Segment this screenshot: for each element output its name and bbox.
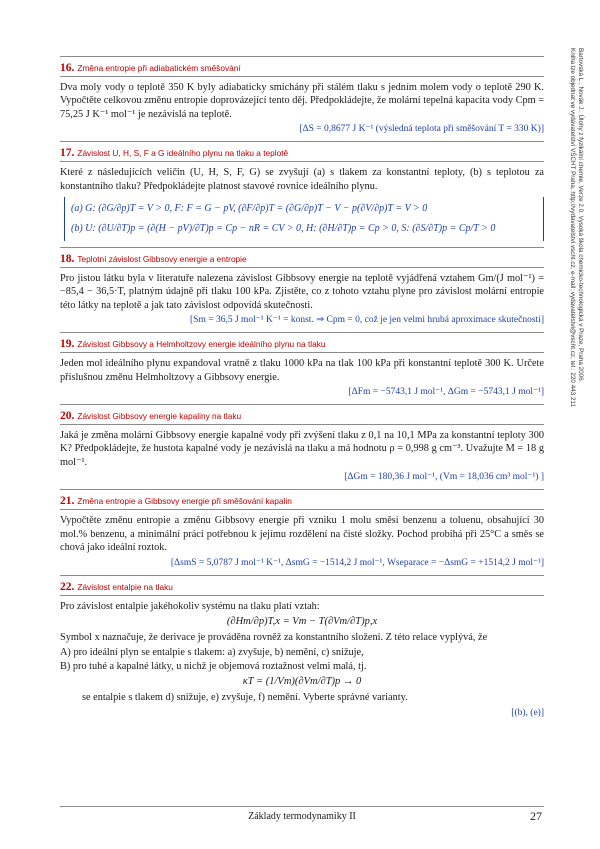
equation-b: (b) U: (∂U/∂T)p = (∂(H − pV)/∂T)p = Cp − nR = CV > 0, H: (∂H/∂T)p = Cp > 0, S: (∂S/∂T)p = Cp/T > 0 bbox=[71, 223, 496, 235]
answer-equations bbox=[64, 197, 544, 241]
problem-number: 21. bbox=[60, 495, 75, 508]
problem-answer: [ΔFm = −5743,1 J mol⁻¹, ΔGm = −5743,1 J mol⁻¹] bbox=[348, 387, 544, 398]
side-note bbox=[562, 48, 592, 638]
problem-number: 22. bbox=[60, 580, 75, 593]
problem-text: Jaká je změna molární Gibbsovy energie kapalné vody při zvýšení tlaku z 0,1 na 10,1 MPa za konstantní teploty 300 K? Předpokládejte, že hustota kapalné vody je nezávislá na tlaku a má hodnotu ρ = 0,998 g cm⁻³. Uvažujte M = 18 g mol⁻¹. bbox=[60, 430, 544, 468]
problem-header bbox=[60, 247, 544, 268]
problem-number: 17. bbox=[60, 147, 75, 160]
problem-title: Teplotní závislost Gibbsovy energie a entropie bbox=[77, 254, 247, 265]
option-a-line: A) pro ideální plyn se entalpie s tlakem: a) zvyšuje, b) nemění, c) snižuje, bbox=[60, 647, 364, 659]
footer-title: Základy termodynamiky II bbox=[248, 811, 356, 822]
problem-21 bbox=[60, 489, 544, 568]
problem-16 bbox=[60, 56, 544, 135]
problem-header bbox=[60, 56, 544, 77]
side-note-line1: Bartovská L., Novák J.: Úlohy z fyzikální chemie, Verze 2.0. Vysoká škola chemicko-technologická v Praze, Praha 2006. bbox=[577, 48, 584, 383]
problem-18 bbox=[60, 247, 544, 326]
problem-20 bbox=[60, 404, 544, 483]
problem-number: 16. bbox=[60, 62, 75, 74]
problem-text: Které z následujících veličin (U, H, S, F, G) se zvyšují (a) s tlakem za konstantní teploty, (b) s teplotou za konstantního tlaku? Předpokládejte platnost stavové rovnice ideálního plynu. bbox=[60, 167, 544, 192]
problem-answer: [ΔsmS = 5,0787 J mol⁻¹ K⁻¹, ΔsmG = −1514,2 J mol⁻¹, Wseparace = −ΔsmG = +1514,2 J mol⁻¹] bbox=[170, 557, 544, 568]
problem-text: Pro závislost entalpie jakéhokoliv systému na tlaku platí vztah: bbox=[60, 600, 320, 612]
problem-header bbox=[60, 141, 544, 162]
problem-title: Závislost Gibbsovy a Helmholtzovy energie ideálního plynu na tlaku bbox=[77, 339, 326, 350]
problem-number: 19. bbox=[60, 338, 75, 351]
problem-answer: [(b), (e)] bbox=[511, 707, 544, 718]
problem-title: Závislost Gibbsovy energie kapaliny na tlaku bbox=[77, 411, 242, 422]
equation-enthalpy: (∂Hm/∂p)T,x = Vm − T(∂Vm/∂T)p,x bbox=[226, 615, 378, 627]
page-footer bbox=[60, 806, 544, 825]
problem-title: Závislost entalpie na tlaku bbox=[77, 581, 173, 592]
problem-header bbox=[60, 332, 544, 353]
problem-text-2: Symbol x naznačuje, že derivace je prováděna rovněž za konstantního složení. Z této relace vyplývá, že bbox=[60, 631, 488, 643]
problem-text-3: se entalpie s tlakem d) snižuje, e) zvyšuje, f) nemění. Vyberte správné varianty. bbox=[82, 692, 408, 704]
problem-22 bbox=[60, 575, 544, 719]
problem-text: Pro jistou látku byla v literatuře nalezena závislost Gibbsovy energie na teplotě vyjádřená vztahem Gm/(J mol⁻¹) = −85,4 − 36,5·T, platným údajně při tlaku 100 kPa. Zjistěte, co z tohoto vztahu plyne pro závislost molární entropie této látky na teplotě a jak tato závislost odpovídá skutečnosti. bbox=[60, 273, 544, 311]
problem-header bbox=[60, 575, 544, 596]
problem-answer: [Sm = 36,5 J mol⁻¹ K⁻¹ = konst. ⇒ Cpm = 0, což je jen velmi hrubá aproximace skutečnosti] bbox=[190, 315, 544, 326]
page-content bbox=[60, 56, 544, 725]
problem-title: Závislost U, H, S, F a G ideálního plynu na tlaku a teplotě bbox=[77, 148, 289, 159]
problem-19 bbox=[60, 332, 544, 398]
problem-number: 18. bbox=[60, 253, 75, 266]
side-note-line2: Kniha lze objednat ve vydavatelství VŠCHT Praha, http://vydavatelstvi.vscht.cz, e-mail: vydavatelstvi@vscht.cz, tel.: 220 443 211 bbox=[569, 48, 576, 407]
problem-answer: [ΔGm = 180,36 J mol⁻¹, (Vm = 18,036 cm³ mol⁻¹) ] bbox=[344, 472, 544, 483]
page-number: 27 bbox=[530, 809, 542, 823]
problem-text: Vypočtěte změnu entropie a změnu Gibbsovy energie při vzniku 1 molu směsi benzenu a toluenu, obsahující 30 mol.% benzenu, a minimální práci potřebnou k jejímu rozdělení na čisté složky. Pochod probíhá při 25°C a směs se chová jako ideální roztok. bbox=[60, 515, 544, 554]
problem-answer: [ΔS = 0,8677 J K⁻¹ (výsledná teplota při směšování T = 330 K)] bbox=[299, 124, 544, 135]
problem-number: 20. bbox=[60, 410, 75, 423]
equation-a: (a) G: (∂G/∂p)T = V > 0, F: F = G − pV, (∂F/∂p)T = (∂G/∂p)T − V − p(∂V/∂p)T = V > 0 bbox=[71, 203, 428, 215]
equation-kappa: κT = (1/Vm)(∂Vm/∂T)p → 0 bbox=[242, 676, 362, 688]
problem-title: Změna entropie při adiabatickém směšování bbox=[77, 63, 241, 73]
problem-17 bbox=[60, 141, 544, 241]
problem-header bbox=[60, 404, 544, 425]
problem-text: Jeden mol ideálního plynu expandoval vratně z tlaku 1000 kPa na tlak 100 kPa při konstantní teplotě 300 K. Určete příslušnou změnu Helmholtzovy a Gibbsovy energie. bbox=[60, 358, 544, 383]
problem-text: Dva moly vody o teplotě 350 K byly adiabaticky smíchány při stálém tlaku s jedním molem vody o teplotě 290 K. Vypočtěte celkovou změnu entropie doprovázející tento děj. Předpokládejte, že molární tepelná kapacita vody Cpm = 75,25 J K⁻¹ mol⁻¹ je nezávislá na teplotě. bbox=[60, 82, 544, 120]
problem-title: Změna entropie a Gibbsovy energie při směšování kapalin bbox=[77, 496, 292, 507]
option-b-line: B) pro tuhé a kapalné látky, u nichž je objemová roztažnost velmi malá, tj. bbox=[60, 660, 367, 672]
problem-header bbox=[60, 489, 544, 510]
